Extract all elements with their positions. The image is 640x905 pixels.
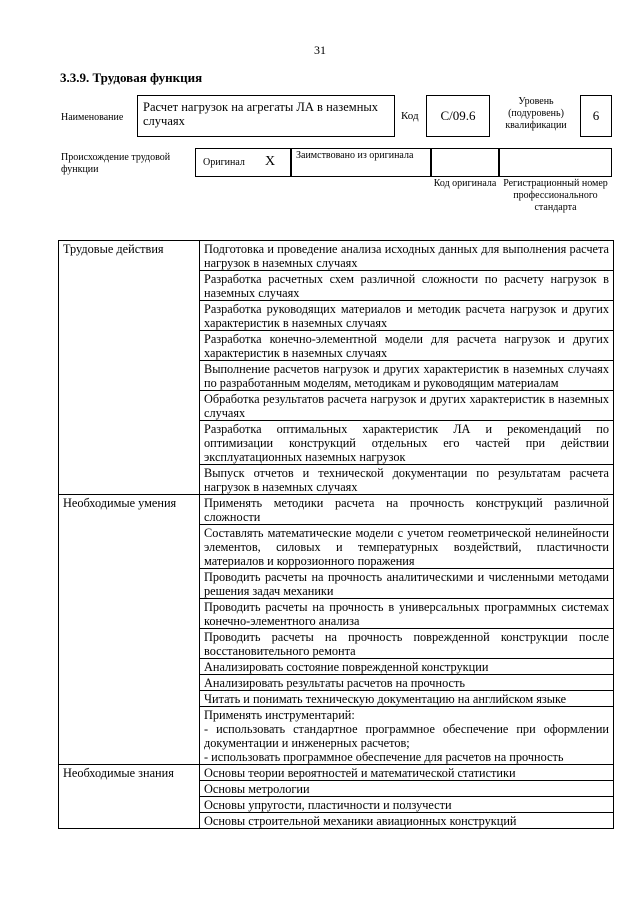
qualification-level-value: 6: [580, 95, 612, 137]
table-cell: Проводить расчеты на прочность поврежденной конструкции после восстановительного ремонта: [200, 629, 614, 659]
table-cell: Разработка расчетных схем различной сложности по расчету нагрузок в наземных случаях: [200, 271, 614, 301]
table-cell: [200, 707, 614, 765]
reg-number-cell: [499, 148, 612, 177]
table-row: [59, 495, 614, 525]
table-cell: Разработка оптимальных характеристик ЛА и рекомендаций по оптимизации конструкций отдельных его частей при действии эксплуатационных наземных нагрузок: [200, 421, 614, 465]
original-mark: X: [265, 154, 276, 169]
table-cell: Читать и понимать техническую документацию на английском языке: [200, 691, 614, 707]
table-cell: Основы строительной механики авиационных конструкций: [200, 813, 614, 829]
table-row: [59, 765, 614, 781]
table-cell: Выпуск отчетов и технической документации по результатам расчета нагрузок в наземных случаях: [200, 465, 614, 495]
table-cell: Основы метрологии: [200, 781, 614, 797]
origin-label: Происхождение трудовой функции: [61, 152, 171, 175]
code-original-cell: [431, 148, 499, 177]
category-label: Необходимые знания: [59, 765, 200, 829]
table-cell: Составлять математические модели с учетом геометрической нелинейности элементов, силовых и температурных воздействий, пластичности материалов и коррозионного поражения: [200, 525, 614, 569]
name-label: Наименование: [61, 112, 124, 123]
code-original-label: Код оригинала: [433, 178, 497, 189]
code-value: C/09.6: [426, 95, 490, 137]
table-cell: Анализировать состояние поврежденной конструкции: [200, 659, 614, 675]
code-label: Код: [401, 110, 419, 122]
table-cell: Проводить расчеты на прочность аналитическими и численными методами решения задач механики: [200, 569, 614, 599]
original-label: Оригинал: [203, 157, 245, 168]
table-cell: Выполнение расчетов нагрузок и других характеристик в наземных случаях по разработанным моделям, методикам и руководящим материалам: [200, 361, 614, 391]
table-cell: Проводить расчеты на прочность в универсальных программных системах конечно-элементного анализа: [200, 599, 614, 629]
section-title: 3.3.9. Трудовая функция: [60, 70, 203, 85]
table-cell: Подготовка и проведение анализа исходных данных для выполнения расчета нагрузок в наземных случаях: [200, 241, 614, 271]
cell-line: Применять инструментарий:: [204, 708, 355, 722]
cell-line: - использовать стандартное программное обеспечение при оформлении документации и инженерных расчетов;: [204, 722, 609, 750]
table-cell: Основы упругости, пластичности и ползучести: [200, 797, 614, 813]
table-cell: Обработка результатов расчета нагрузок и других характеристик в наземных случаях: [200, 391, 614, 421]
table-cell: Применять методики расчета на прочность конструкций различной сложности: [200, 495, 614, 525]
name-value: Расчет нагрузок на агрегаты ЛА в наземных случаях: [137, 95, 395, 137]
table-cell: Разработка конечно-элементной модели для расчета нагрузок и других характеристик в наземных случаях: [200, 331, 614, 361]
cell-line: - использовать программное обеспечение для расчетов на прочность: [204, 750, 564, 764]
table-cell: Анализировать результаты расчетов на прочность: [200, 675, 614, 691]
table-cell: Разработка руководящих материалов и методик расчета нагрузок и других характеристик в наземных случаях: [200, 301, 614, 331]
table-row: [59, 241, 614, 271]
reg-number-label: Регистрационный номер профессионального стандарта: [503, 178, 608, 213]
borrowed-label: Заимствовано из оригинала: [296, 150, 414, 161]
labor-function-table: [58, 240, 614, 829]
page-number: 31: [314, 43, 326, 57]
table-cell: Основы теории вероятностей и математической статистики: [200, 765, 614, 781]
category-label: Необходимые умения: [59, 495, 200, 765]
category-label: Трудовые действия: [59, 241, 200, 495]
qualification-level-label: Уровень (подуровень) квалификации: [505, 96, 567, 131]
